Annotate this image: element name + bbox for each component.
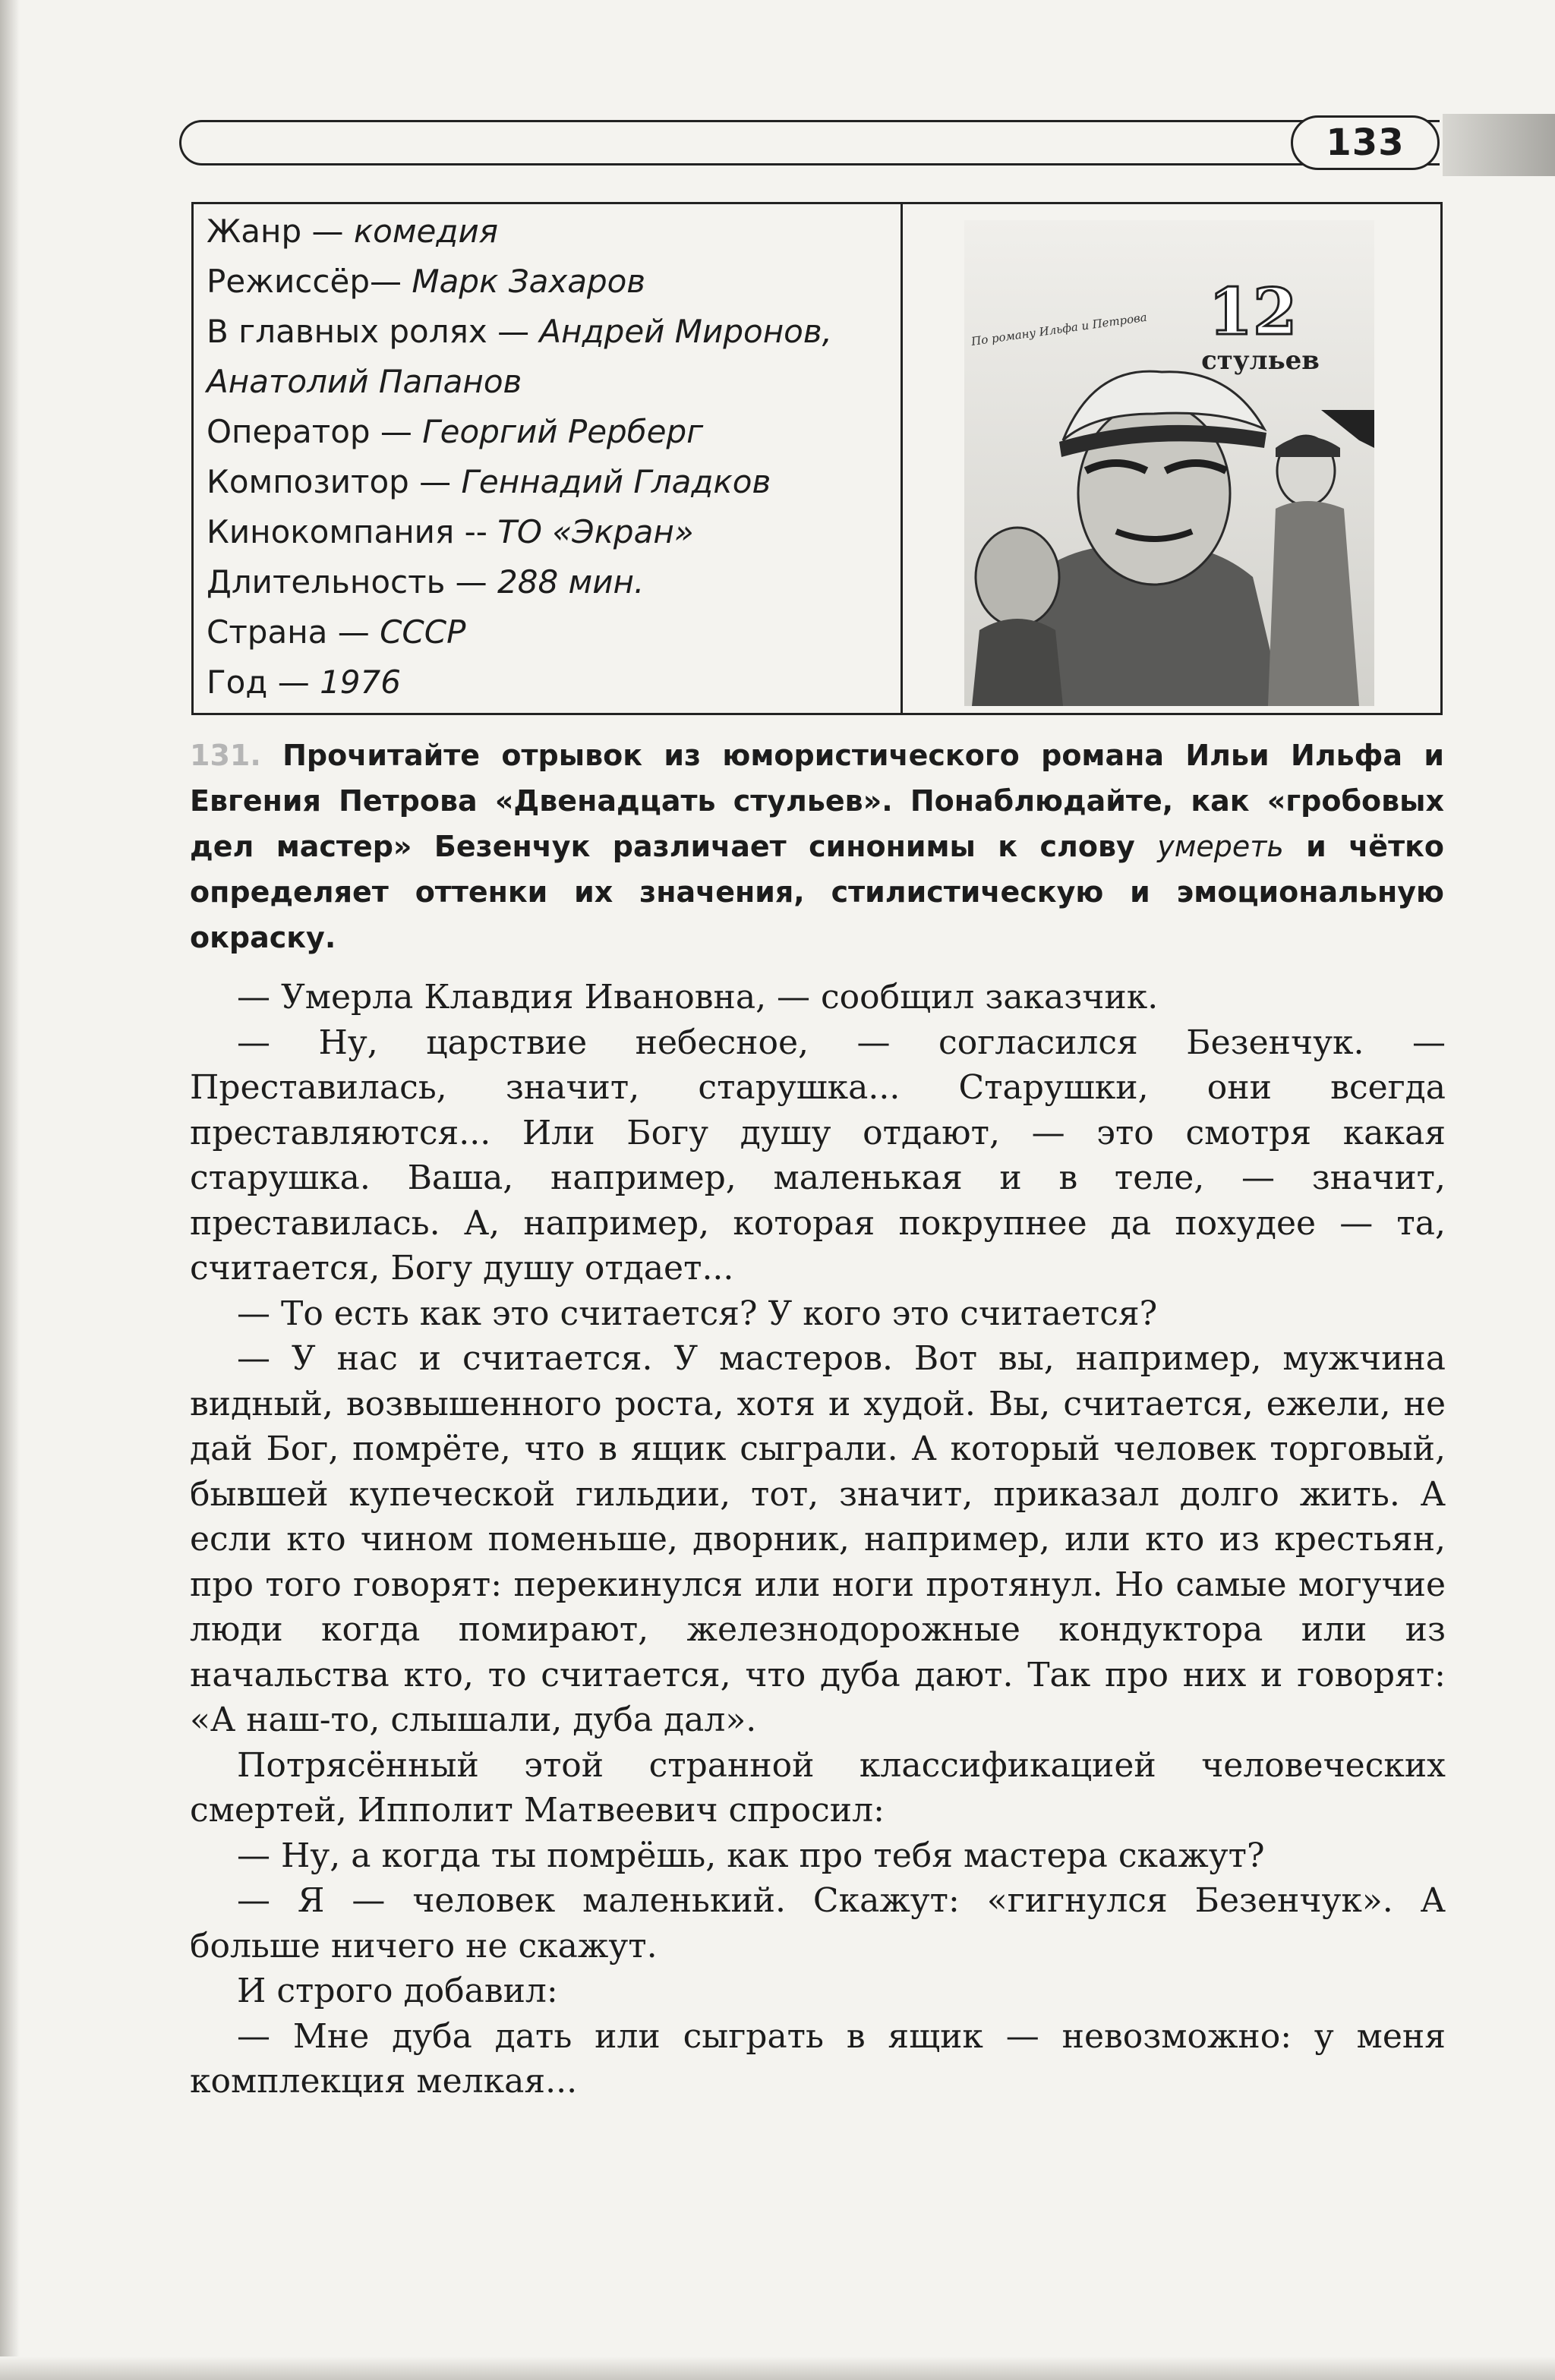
- fact-cast-continued: Анатолий Папанов: [207, 363, 522, 400]
- poster-title-number: 12: [1208, 274, 1298, 349]
- fact-country: Страна — СССР: [207, 613, 466, 651]
- exercise-131: [190, 733, 1444, 960]
- fact-director: Режиссёр— Марк Захаров: [207, 263, 646, 300]
- page-bottom-edge: [0, 2356, 1555, 2380]
- excerpt-paragraph: — Ну, а когда ты помрёшь, как про тебя мастера скажут?: [237, 1836, 1265, 1875]
- page-edge-shadow: [0, 0, 20, 2380]
- fact-composer: Композитор — Геннадий Гладков: [207, 463, 771, 500]
- excerpt-paragraph: И строго добавил:: [237, 1972, 558, 2010]
- poster-title-word: стульев: [1201, 345, 1320, 376]
- excerpt-paragraph: — У нас и считается. У мастеров. Вот вы, например, мужчина видный, возвышенного роста, хотя и худой. Вы, считается, ежели, не дай Бог, помрёте, что в ящик сыграли. А который человек торговый, бывшей купеческой гильдии, тот, значит, приказал долго жить. А если кто чином поменьше, дворник, например, или кто из крестьян, про того говорят: перекинулся или ноги протянул. Но самые могучие люди когда помирают, железнодорожные кондуктора или из начальства кто, то считается, что дуба дают. Так про них и говорят: «А наш-то, слышали, дуба дал».: [190, 1339, 1446, 1739]
- header-rule: [179, 120, 1440, 165]
- fact-studio: Кинокомпания -- ТО «Экран»: [207, 513, 694, 550]
- film-table-divider: [901, 202, 903, 715]
- fact-cast: В главных ролях — Андрей Миронов,: [207, 313, 832, 350]
- excerpt-paragraph: Потрясённый этой странной классификацией человеческих смертей, Ипполит Матвеевич спросил:: [190, 1745, 1446, 1830]
- film-poster: [964, 220, 1374, 706]
- fact-duration: Длительность — 288 мин.: [207, 563, 645, 601]
- excerpt-paragraph: — То есть как это считается? У кого это считается?: [237, 1294, 1158, 1333]
- fact-year: Год — 1976: [207, 664, 401, 701]
- excerpt-paragraph: — Умерла Клавдия Ивановна, — сообщил заказчик.: [237, 978, 1159, 1017]
- fact-genre: Жанр — комедия: [207, 213, 499, 250]
- exercise-text-before: Прочитайте отрывок из юмористического романа Ильи Ильфа и Евгения Петрова «Двенадцать стульев». Понаблюдайте, как «гробовых дел мастер» Безенчук различает синонимы к слову: [190, 739, 1444, 863]
- exercise-emphasis-word: умереть: [1157, 830, 1284, 863]
- exercise-text-after: и чётко определяет оттенки их значения, стилистическую и эмоциональную окраску.: [190, 830, 1444, 954]
- header-tail: [1443, 114, 1555, 176]
- excerpt-paragraph: — Я — человек маленький. Скажут: «гигнулся Безенчук». А больше ничего не скажут.: [190, 1881, 1446, 1965]
- novel-excerpt: [190, 975, 1446, 2104]
- fact-cinematographer: Оператор — Георгий Рерберг: [207, 413, 704, 450]
- film-facts: [207, 206, 890, 708]
- page-number: 133: [1291, 115, 1440, 170]
- excerpt-paragraph: — Ну, царствие небесное, — согласился Безенчук. — Преставилась, значит, старушка... Старушки, они всегда преставляются... Или Богу душу отдают, — это смотря какая старушка. Ваша, например, маленькая и в теле, — значит, преставилась. А, например, которая покрупнее да похудее — та, считается, Богу душу отдает...: [190, 1023, 1446, 1288]
- excerpt-paragraph: — Мне дуба дать или сыграть в ящик — невозможно: у меня комплекция мелкая...: [190, 2016, 1446, 2101]
- exercise-number: 131.: [190, 739, 261, 772]
- poster-caption: По роману Ильфа и Петрова: [970, 310, 1148, 348]
